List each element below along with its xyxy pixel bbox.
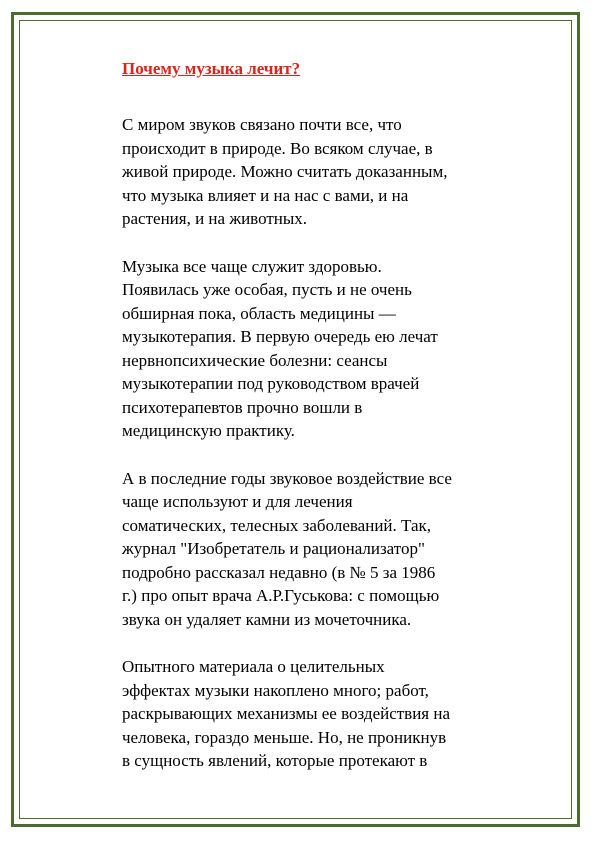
text-line: С миром звуков связано почти все, что xyxy=(122,115,402,134)
text-line: происходит в природе. Во всяком случае, в xyxy=(122,138,433,158)
text-line: эффектах музыки накоплено много; работ, xyxy=(122,680,429,700)
text-line: что музыка влияет и на нас с вами, и на xyxy=(122,185,409,205)
text-line: А в последние годы звуковое воздействие все xyxy=(122,468,452,488)
text-line: звука он удаляет камни из мочеточника. xyxy=(122,609,412,629)
document-title: Почему музыка лечит? xyxy=(122,59,301,78)
paragraph-1 xyxy=(122,113,514,231)
text-line: г.) про опыт врача А.Р.Гуськова: с помощью xyxy=(122,586,440,605)
text-line: растения, и на животных. xyxy=(122,209,308,228)
text-line: раскрывающих механизмы ее воздействия на xyxy=(122,704,451,723)
text-line: Появилась уже особая, пусть и не очень xyxy=(122,280,412,299)
text-line: Опытного материала о целительных xyxy=(122,657,385,676)
text-line: живой природе. Можно считать доказанным, xyxy=(122,162,448,181)
paragraph-2 xyxy=(122,255,514,443)
document-body xyxy=(122,58,514,773)
text-line: нервнопсихические болезни: сеансы xyxy=(122,350,388,370)
text-line: человека, гораздо меньше. Но, не проникнув xyxy=(122,727,447,747)
text-line: психотерапевтов прочно вошли в xyxy=(122,397,363,417)
text-line: в сущность явлений, которые протекают в xyxy=(122,751,428,770)
text-line: журнал "Изобретатель и рационализатор" xyxy=(122,539,425,558)
text-line: Музыка все чаще служит здоровью. xyxy=(122,256,382,276)
paragraph-4 xyxy=(122,655,514,773)
text-line: соматических, телесных заболеваний. Так, xyxy=(122,515,432,535)
text-line: чаще используют и для лечения xyxy=(122,492,353,511)
text-line: медицинскую практику. xyxy=(122,421,295,440)
text-line: музыкотерапия. В первую очередь ею лечат xyxy=(122,327,438,346)
text-line: музыкотерапии под руководством врачей xyxy=(122,374,420,393)
text-line: обширная пока, область медицины — xyxy=(122,303,396,323)
paragraph-3 xyxy=(122,467,514,632)
text-line: подробно рассказал недавно (в № 5 за 1986 xyxy=(122,562,436,582)
